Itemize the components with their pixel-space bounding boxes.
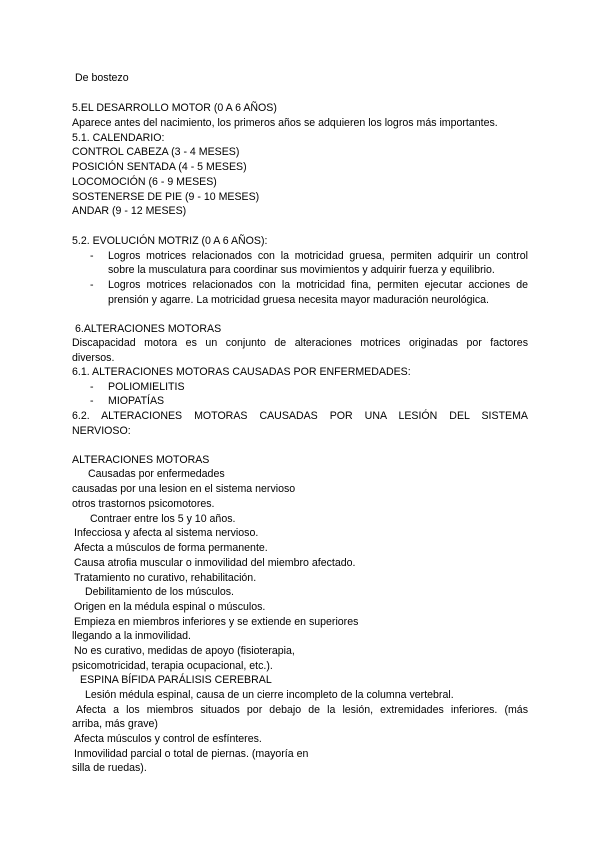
note-line: Causa atrofia muscular o inmovilidad del miembro afectado. — [74, 557, 356, 569]
intro-bostezo: De bostezo — [75, 72, 129, 84]
section-5-intro: Aparece antes del nacimiento, los primeros años se adquieren los logros más importantes. — [72, 117, 498, 129]
bullet-dash: - — [90, 279, 94, 291]
section-6-2-heading: NERVIOSO: — [72, 425, 131, 437]
calendar-item: CONTROL CABEZA (3 - 4 MESES) — [72, 146, 240, 158]
calendar-heading: 5.1. CALENDARIO: — [72, 132, 165, 144]
disease-item: MIOPATÍAS — [108, 395, 165, 407]
bullet-dash: - — [90, 250, 94, 262]
evolution-item-line: Logros motrices relacionados con la motricidad fina, permiten ejecutar acciones de — [108, 279, 528, 291]
note-line: psicomotricidad, terapia ocupacional, etc.). — [72, 660, 273, 672]
note-line: Origen en la médula espinal o músculos. — [74, 601, 266, 613]
calendar-item: LOCOMOCIÓN (6 - 9 MESES) — [72, 176, 217, 188]
evolution-heading: 5.2. EVOLUCIÓN MOTRIZ (0 A 6 AÑOS): — [72, 235, 268, 247]
note-line: causadas por una lesion en el sistema nervioso — [72, 483, 296, 495]
section-6-1-heading: 6.1. ALTERACIONES MOTORAS CAUSADAS POR ENFERMEDADES: — [72, 366, 411, 378]
evolution-item-line: sobre la musculatura para coordinar sus movimientos y adquirir fuerza y equilibrio. — [108, 264, 495, 276]
section-6-2-heading: 6.2. ALTERACIONES MOTORAS CAUSADAS POR UNA LESIÓN DEL SISTEMA — [72, 410, 528, 422]
section-6-heading: 6.ALTERACIONES MOTORAS — [75, 323, 222, 335]
note-line: Infecciosa y afecta al sistema nervioso. — [74, 527, 259, 539]
note-line: Debilitamiento de los músculos. — [85, 586, 234, 598]
evolution-item-line: prensión y agarre. La motricidad gruesa necesita mayor maduración neurológica. — [108, 294, 489, 306]
calendar-item: POSICIÓN SENTADA (4 - 5 MESES) — [72, 161, 247, 173]
note-line: Causadas por enfermedades — [88, 468, 225, 480]
note-line: No es curativo, medidas de apoyo (fisioterapia, — [74, 645, 295, 657]
note-line: llegando a la inmovilidad. — [72, 630, 191, 642]
note-line: Afecta a músculos de forma permanente. — [74, 542, 268, 554]
notes-title: ALTERACIONES MOTORAS — [72, 454, 210, 466]
calendar-item: ANDAR (9 - 12 MESES) — [72, 205, 187, 217]
note-line: Empieza en miembros inferiores y se extiende en superiores — [74, 616, 359, 628]
note-line: Tratamiento no curativo, rehabilitación. — [74, 572, 257, 584]
note-line: Afecta a los miembros situados por debajo de la lesión, extremidades inferiores. (más — [76, 704, 528, 716]
section-6-definition: diversos. — [72, 352, 115, 364]
bullet-dash: - — [90, 395, 94, 407]
note-line: otros trastornos psicomotores. — [72, 498, 215, 510]
section-6-definition: Discapacidad motora es un conjunto de alteraciones motrices originadas por factores — [72, 337, 528, 349]
note-line: Inmovilidad parcial o total de piernas. (mayoría en — [74, 748, 309, 760]
note-line: silla de ruedas). — [72, 762, 147, 774]
calendar-item: SOSTENERSE DE PIE (9 - 10 MESES) — [72, 191, 260, 203]
disease-item: POLIOMIELITIS — [108, 381, 185, 393]
bullet-dash: - — [90, 381, 94, 393]
note-line: Afecta músculos y control de esfínteres. — [74, 733, 262, 745]
evolution-item-line: Logros motrices relacionados con la motricidad gruesa, permiten adquirir un control — [108, 250, 528, 262]
note-line: Lesión médula espinal, causa de un cierre incompleto de la columna vertebral. — [85, 689, 454, 701]
note-line: Contraer entre los 5 y 10 años. — [90, 513, 236, 525]
note-line: ESPINA BÍFIDA PARÁLISIS CEREBRAL — [80, 674, 272, 686]
note-line: arriba, más grave) — [72, 718, 158, 730]
section-5-heading: 5.EL DESARROLLO MOTOR (0 A 6 AÑOS) — [72, 102, 277, 114]
